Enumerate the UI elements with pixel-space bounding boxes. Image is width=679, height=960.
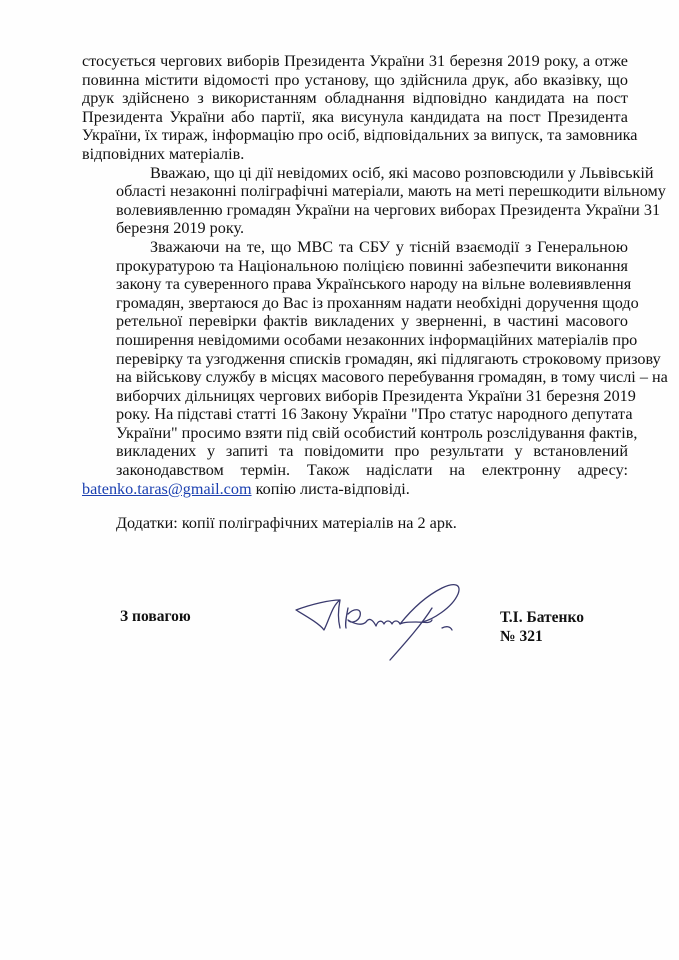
text-line: на військову службу в місцях масового перебування громадян, в тому числі – на [116, 368, 668, 387]
text-line: Президента України або партії, яка висунула кандидата на пост Президента [82, 107, 628, 126]
paragraph [82, 237, 668, 480]
signer-name: Т.І. Батенко [500, 609, 584, 626]
text-line: України, їх тираж, інформацію про осіб, відповідальних за випуск, та замовника [82, 126, 638, 145]
text-line: березня 2019 року. [116, 219, 244, 238]
email-line [82, 480, 628, 499]
text-line: волевиявленню громадян України на чергових виборах Президента України 31 [116, 200, 661, 219]
signer-number: № 321 [500, 628, 543, 645]
text-line: року. На підставі статті 16 Закону України "Про статус народного депутата [116, 405, 633, 424]
text-line: друк здійснено з використанням обладнання відповідно кандидата на пост [82, 89, 628, 108]
signature-stroke [442, 627, 452, 630]
paragraph [82, 52, 638, 164]
signature-stroke [400, 585, 459, 624]
text-line: громадян, звертаюся до Вас із проханням надати необхідні доручення щодо [116, 293, 639, 312]
signature-stroke [339, 600, 341, 628]
signer-block [500, 608, 584, 646]
email-suffix: копію листа-відповіді. [251, 479, 410, 498]
text-line: Зважаючи на те, що МВС та СБУ у тісній взаємодії з Генеральною [150, 237, 628, 256]
text-line: викладених у запиті та повідомити про результати у встановлений [116, 442, 628, 461]
signature-stroke [390, 608, 432, 660]
text-line: відповідних матеріалів. [82, 144, 245, 163]
signature-stroke [296, 600, 340, 630]
text-line: України" просимо взяти під свій особистий контроль розслідування фактів, [116, 423, 638, 442]
email-link[interactable]: batenko.taras@gmail.com [82, 479, 252, 498]
text-line: ретельної перевірки фактів викладених у зверненні, в частині масового [116, 312, 628, 331]
attachments-note: Додатки: копії поліграфічних матеріалів на 2 арк. [116, 514, 457, 532]
paragraph [82, 163, 666, 238]
text-line: законодавством термін. Також надіслати на електронну адресу: [116, 461, 628, 480]
text-line: повинна містити відомості про установу, що здійснила друк, або вказівку, що [82, 70, 628, 89]
text-line: області незаконні поліграфічні матеріали, мають на меті перешкодити вільному [116, 182, 666, 201]
closing-phrase: З повагою [120, 608, 191, 625]
text-line: виборчих дільницях чергових виборів Президента України 31 березня 2019 [116, 386, 636, 405]
text-line: стосується чергових виборів Президента України 31 березня 2019 року, а отже [82, 52, 628, 70]
text-line: прокуратурою та Національною поліцією повинні забезпечити виконання [116, 256, 628, 275]
text-line: поширення невідомими особами незаконних інформаційних матеріалів про [116, 330, 638, 349]
signature-image [282, 578, 482, 668]
text-line: закону та суверенного права Українського народу на вільне волевиявлення [116, 275, 632, 294]
text-line: перевірку та узгодження списків громадян, які підлягають строковому призову [116, 349, 661, 368]
letter-body [82, 52, 668, 498]
text-line: Вважаю, що ці дії невідомих осіб, які масово розповсюдили у Львівській [150, 163, 654, 182]
